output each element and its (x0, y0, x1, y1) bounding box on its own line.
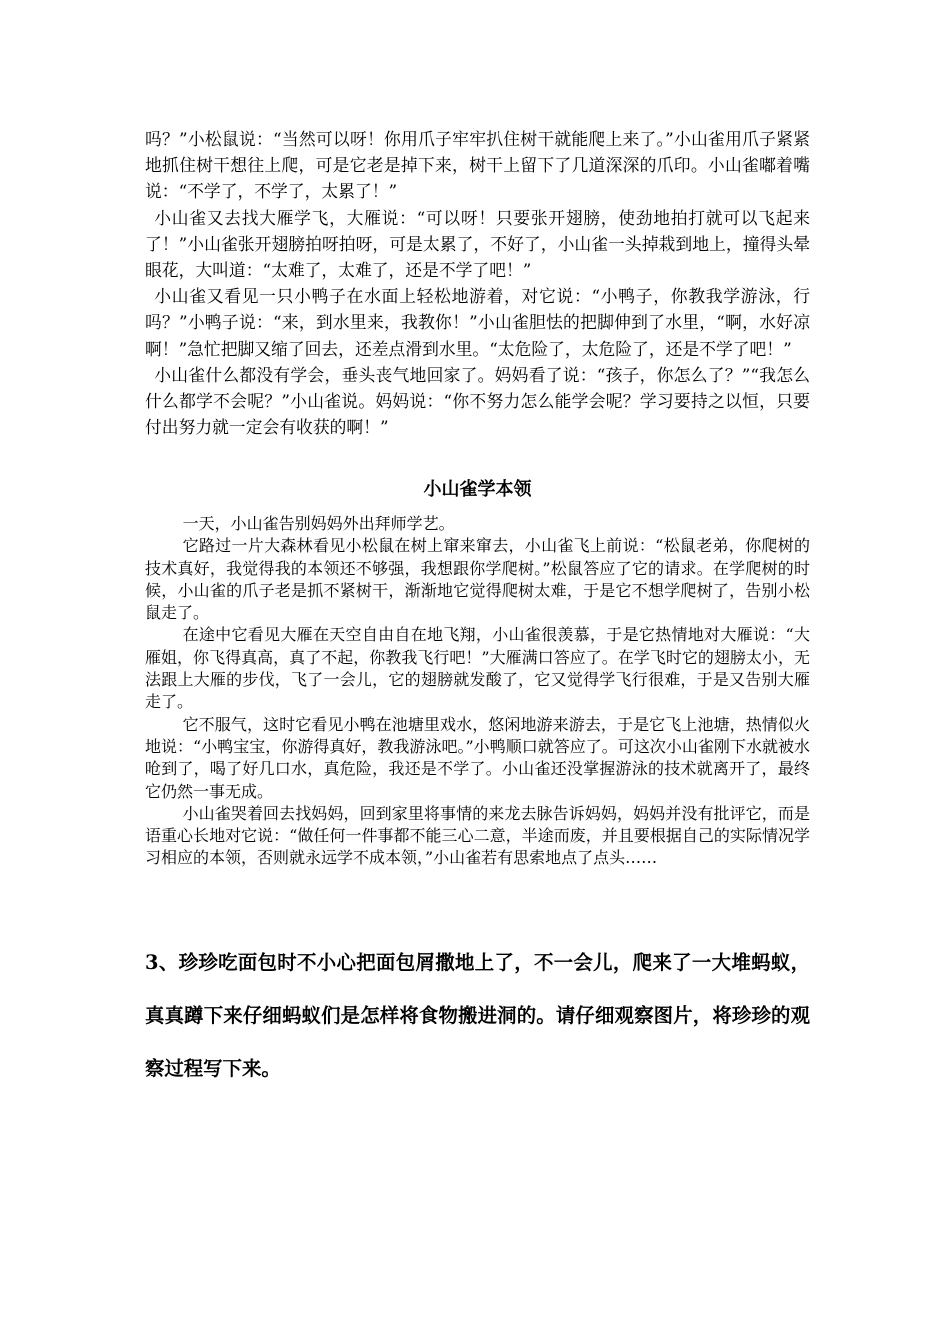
story-body (145, 513, 810, 870)
paragraph: 吗？”小松鼠说：“当然可以呀！你用爪子牢牢扒住树干就能爬上来了。”小山雀用爪子紧紧地抓住树干想往上爬，可是它老是掉下来，树干上留下了几道深深的爪印。小山雀嘟着嘴说：“不学了，不学了，太累了！” (145, 129, 810, 202)
paragraph: 小山雀哭着回去找妈妈，回到家里将事情的来龙去脉告诉妈妈，妈妈并没有批评它，而是语重心长地对它说：“做任何一件事都不能三心二意，半途而废，并且要根据自己的实际情况学习相应的本领，否则就永远学不成本领，”小山雀若有思索地点了点头…… (145, 803, 810, 868)
story-continuation (145, 126, 810, 440)
paragraph: 小山雀什么都没有学会，垂头丧气地回家了。妈妈看了说：“孩子，你怎么了？”“我怎么什么都学不会呢？”小山雀说。妈妈说：“你不努力怎么能学会呢？学习要持之以恒，只要付出努力就一定会有收获的啊！” (145, 364, 810, 438)
paragraph: 小山雀又看见一只小鸭子在水面上轻松地游着，对它说：“小鸭子，你教我学游泳，行吗？”小鸭子说：“来，到水里来，我教你！”小山雀胆怯的把脚伸到了水里，“啊，水好凉啊！”急忙把脚又缩了回去，还差点滑到水里。“太危险了，太危险了，还是不学了吧！” (145, 286, 810, 359)
paragraph: 它路过一片大森林看见小松鼠在树上窜来窜去，小山雀飞上前说：“松鼠老弟，你爬树的技术真好，我觉得我的本领还不够强，我想跟你学爬树。”松鼠答应了它的请求。在学爬树的时候，小山雀的爪子老是抓不紧树干，渐渐地它觉得爬树太难，于是它不想学爬树了，告别小松鼠走了。 (145, 536, 810, 623)
paragraph: 一天，小山雀告别妈妈外出拜师学艺。 (182, 514, 455, 533)
question-text: 3、珍珍吃面包时不小心把面包屑撒地上了，不一会儿，爬来了一大堆蚂蚁，真真蹲下来仔细蚂蚁们是怎样将食物搬进洞的。请仔细观察图片，将珍珍的观察过程写下来。 (145, 951, 810, 1080)
paragraph: 在途中它看见大雁在天空自由自在地飞翔，小山雀很羡慕，于是它热情地对大雁说：“大雁姐，你飞得真高，真了不起，你教我飞行吧！”大雁满口答应了。在学飞时它的翅膀太小，无法跟上大雁的步伐，飞了一会儿，它的翅膀就发酸了，它又觉得学飞行很难，于是又告别大雁走了。 (145, 625, 810, 712)
paragraph: 它不服气，这时它看见小鸭在池塘里戏水，悠闲地游来游去，于是它飞上池塘，热情似火地说：“小鸭宝宝，你游得真好，教我游泳吧。”小鸭顺口就答应了。可这次小山雀刚下水就被水呛到了，喝了好几口水，真危险，我还是不学了。小山雀还没掌握游泳的技术就离开了，最终它仍然一事无成。 (145, 714, 810, 801)
paragraph: 小山雀又去找大雁学飞，大雁说：“可以呀！只要张开翅膀，使劲地拍打就可以飞起来了！”小山雀张开翅膀拍呀拍呀，可是太累了，不好了，小山雀一头掉栽到地上，撞得头晕眼花，大叫道：“太难了，太难了，还是不学了吧！” (145, 207, 810, 281)
story-title: 小山雀学本领 (423, 479, 532, 500)
question-3 (145, 936, 810, 1095)
